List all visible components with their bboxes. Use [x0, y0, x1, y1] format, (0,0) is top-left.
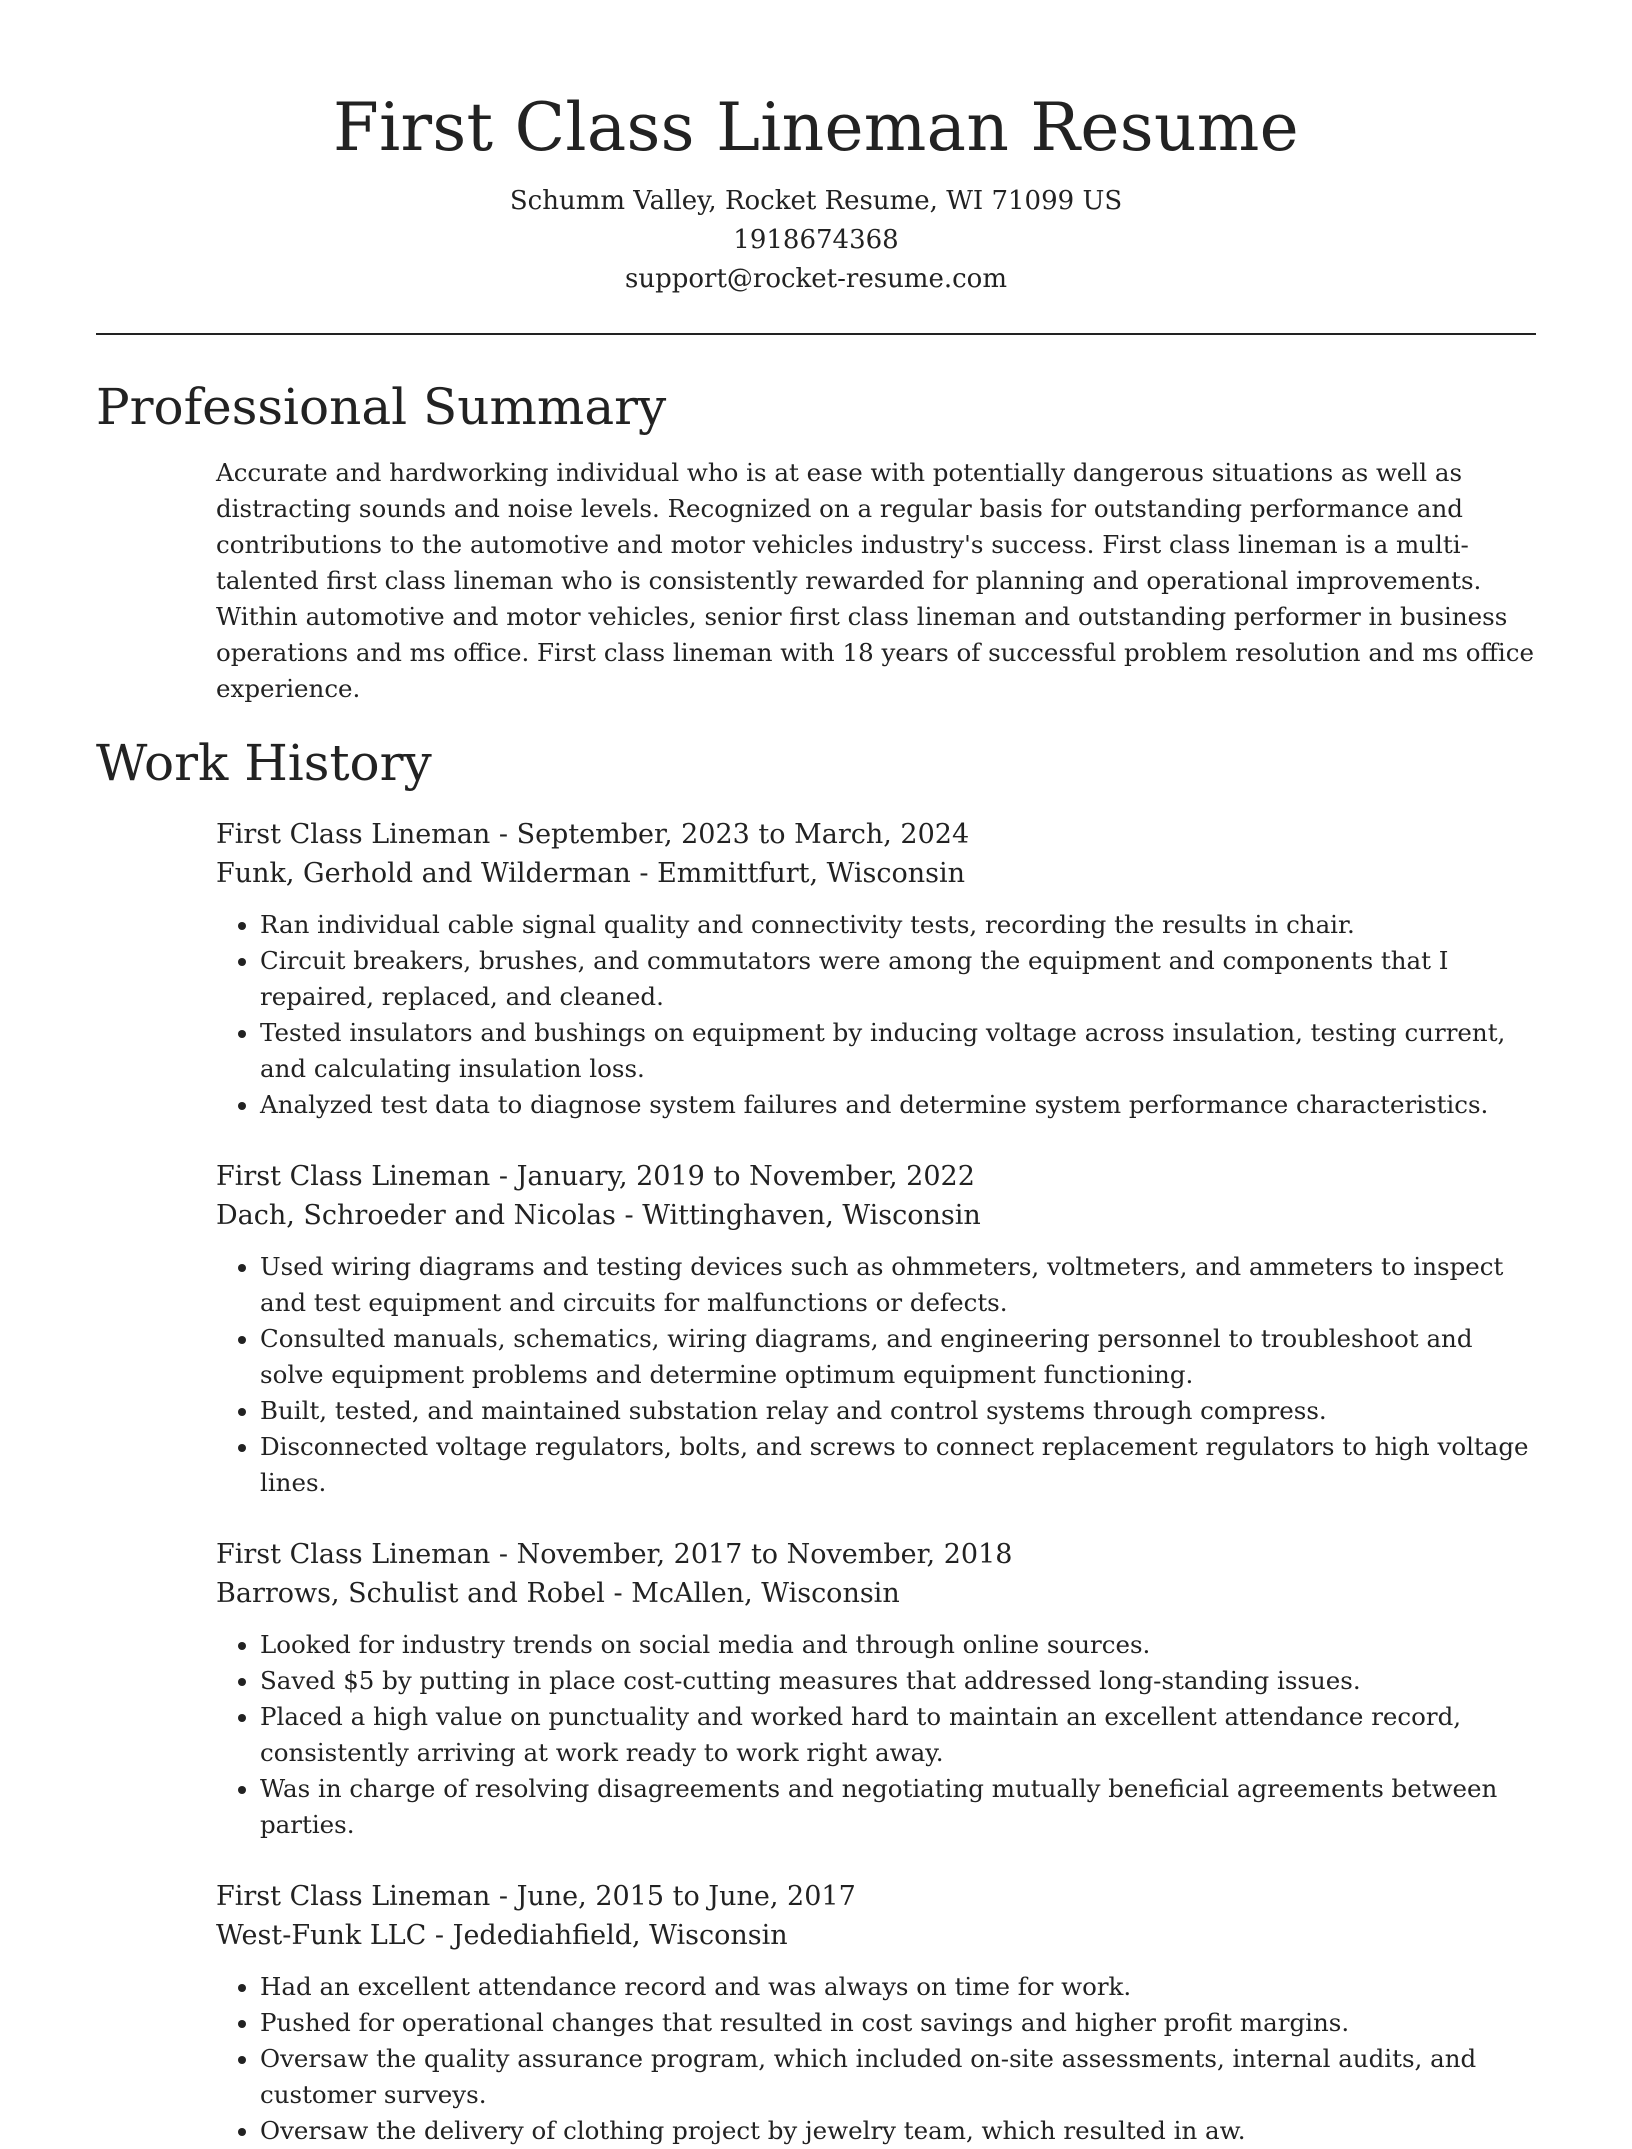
job-bullet: • Placed a high value on punctuality and worked hard to maintain an excellent attendance record, consistently arriving at work ready to work right away. — [260, 1699, 1536, 1771]
job-bullet: • Looked for industry trends on social media and through online sources. — [260, 1627, 1536, 1663]
job-entry — [216, 1157, 1536, 1501]
job-title-line — [216, 1157, 1536, 1196]
contact-info — [96, 182, 1536, 299]
job-bullet: • Was in charge of resolving disagreements and negotiating mutually beneficial agreements between parties. — [260, 1771, 1536, 1843]
job-title: First Class Lineman — [216, 819, 491, 850]
resume-title: First Class Lineman Resume — [333, 89, 1299, 166]
job-dates: - November, 2017 to November, 2018 — [490, 1539, 1013, 1570]
header-divider — [96, 333, 1536, 335]
job-bullet: • Pushed for operational changes that resulted in cost savings and higher profit margins. — [260, 2005, 1536, 2041]
job-dates: - June, 2015 to June, 2017 — [490, 1881, 856, 1912]
job-bullets — [216, 907, 1536, 1123]
job-title-line — [216, 1877, 1536, 1916]
job-bullet: • Saved $5 by putting in place cost-cutting measures that addressed long-standing issues. — [260, 1663, 1536, 1699]
job-dates: - September, 2023 to March, 2024 — [490, 819, 970, 850]
job-company-line — [216, 1574, 1536, 1613]
section-title-work-history: Work History — [96, 734, 432, 792]
job-company-line — [216, 1916, 1536, 1955]
work-history-section — [96, 733, 1536, 2149]
job-dates: - January, 2019 to November, 2022 — [490, 1161, 975, 1192]
job-list — [216, 815, 1536, 2149]
job-bullets — [216, 1627, 1536, 1843]
job-title-line — [216, 1535, 1536, 1574]
phone-number: 1918674368 — [733, 225, 899, 255]
job-company-line — [216, 1196, 1536, 1235]
job-location: - Jedediahfield, Wisconsin — [426, 1920, 788, 1951]
job-company-line — [216, 854, 1536, 893]
job-bullet: • Consulted manuals, schematics, wiring diagrams, and engineering personnel to troubleshoot and solve equipment problems and determine optimum equipment functioning. — [260, 1321, 1536, 1393]
job-bullet: • Circuit breakers, brushes, and commutators were among the equipment and components that I repaired, replaced, and cleaned. — [260, 943, 1536, 1015]
job-bullet: • Disconnected voltage regulators, bolts, and screws to connect replacement regulators to high voltage lines. — [260, 1429, 1536, 1501]
job-company: Funk, Gerhold and Wilderman — [216, 858, 631, 889]
professional-summary-section — [96, 377, 1536, 707]
job-company: Barrows, Schulist and Robel — [216, 1578, 605, 1609]
job-bullet: • Had an excellent attendance record and was always on time for work. — [260, 1969, 1536, 2005]
job-company: West-Funk LLC — [216, 1920, 427, 1951]
summary-text: Accurate and hardworking individual who is at ease with potentially dangerous situations as well as distracting sounds and noise levels. Recognized on a regular basis for outstanding performance and contributions to the automotive and motor vehicles industry's success. First class lineman is a multi-talented first class lineman who is consistently rewarded for planning and operational improvements. Within automotive and motor vehicles, senior first class lineman and outstanding performer in business operations and ms office. First class lineman with 18 years of successful problem resolution and ms office experience. — [216, 458, 1534, 703]
job-title: First Class Lineman — [216, 1539, 491, 1570]
job-title-line — [216, 815, 1536, 854]
job-bullet: • Tested insulators and bushings on equipment by inducing voltage across insulation, testing current, and calculating insulation loss. — [260, 1015, 1536, 1087]
section-title-summary: Professional Summary — [96, 378, 667, 436]
job-bullet: • Analyzed test data to diagnose system failures and determine system performance characteristics. — [260, 1087, 1536, 1123]
address: Schumm Valley, Rocket Resume, WI 71099 US — [509, 186, 1123, 216]
job-bullets — [216, 1249, 1536, 1501]
job-bullet: • Oversaw the quality assurance program, which included on-site assessments, internal audits, and customer surveys. — [260, 2041, 1536, 2113]
job-title: First Class Lineman — [216, 1161, 491, 1192]
job-location: - McAllen, Wisconsin — [604, 1578, 900, 1609]
job-location: - Emmittfurt, Wisconsin — [630, 858, 966, 889]
job-entry — [216, 1535, 1536, 1843]
job-bullet: • Built, tested, and maintained substation relay and control systems through compress. — [260, 1393, 1536, 1429]
job-entry — [216, 815, 1536, 1123]
resume-header — [96, 0, 1536, 299]
job-location: - Wittinghaven, Wisconsin — [615, 1200, 981, 1231]
email-address: support@rocket-resume.com — [624, 264, 1007, 294]
job-company: Dach, Schroeder and Nicolas — [216, 1200, 616, 1231]
job-bullet: • Ran individual cable signal quality and connectivity tests, recording the results in chair. — [260, 907, 1536, 943]
job-title: First Class Lineman — [216, 1881, 491, 1912]
job-bullets — [216, 1969, 1536, 2149]
job-entry — [216, 1877, 1536, 2149]
job-bullet: • Used wiring diagrams and testing devices such as ohmmeters, voltmeters, and ammeters to inspect and test equipment and circuits for malfunctions or defects. — [260, 1249, 1536, 1321]
job-bullet: • Oversaw the delivery of clothing project by jewelry team, which resulted in aw. — [260, 2113, 1536, 2149]
